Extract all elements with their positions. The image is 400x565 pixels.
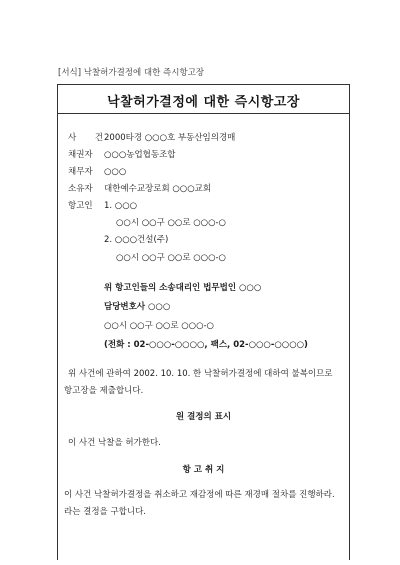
agent-address: ○○시 ○○구 ○○로 ○○○-○ (104, 321, 214, 331)
debtor-value: ○○○ (104, 167, 127, 177)
title-divider (58, 113, 349, 114)
agent-contact: (전화 : 02-○○○-○○○○, 팩스, 02-○○○-○○○○) (104, 340, 308, 350)
appeal-purpose-heading: 항 고 취 지 (182, 465, 225, 475)
intro-line-2: 항고장을 제출합니다. (64, 386, 144, 396)
appellant-name-2: 2. ○○○건설(주) (104, 235, 169, 245)
original-decision-heading: 원 결정의 표시 (175, 412, 232, 422)
form-caption: [서식] 낙찰허가결정에 대한 즉시항고장 (58, 68, 205, 78)
owner-row (68, 182, 211, 194)
agent-attorney: 담당변호사 ○○○ (104, 302, 171, 312)
document-title: 낙찰허가결정에 대한 즉시항고장 (107, 95, 300, 110)
agent-title: 위 항고인들의 소송대리인 법무법인 ○○○ (104, 283, 262, 293)
case-label: 사 건 (68, 133, 112, 143)
creditor-label: 채권자 (68, 150, 93, 160)
case-value: 2000타경 ○○○호 부동산임의경매 (104, 133, 236, 143)
appeal-purpose-line-1: 이 사건 낙찰허가결정을 취소하고 재감정에 따른 재경매 절차를 진행하라. (64, 490, 335, 500)
owner-label: 소유자 (68, 184, 93, 194)
appellant-address-2: ○○시 ○○구 ○○로 ○○○-○ (116, 253, 226, 263)
owner-value: 대한예수교장로회 ○○○교회 (104, 184, 212, 194)
case-row (68, 131, 235, 143)
appellant-address-1: ○○시 ○○구 ○○로 ○○○-○ (116, 218, 226, 228)
document-frame (57, 84, 350, 560)
original-decision-text: 이 사건 낙찰을 허가한다. (68, 438, 161, 448)
appellant-row-1 (68, 199, 137, 211)
creditor-value: ○○○농업협동조합 (104, 150, 176, 160)
appeal-purpose-line-2: 라는 결정을 구합니다. (64, 507, 147, 517)
debtor-label: 채무자 (68, 167, 93, 177)
appellant-name-1: 1. ○○○ (104, 201, 138, 211)
intro-line-1: 위 사건에 관하여 2002. 10. 10. 한 낙찰허가결정에 대하여 불복이므로 (68, 369, 333, 379)
debtor-row (68, 165, 126, 177)
creditor-row (68, 148, 176, 160)
appellant-label: 항고인 (68, 201, 93, 211)
